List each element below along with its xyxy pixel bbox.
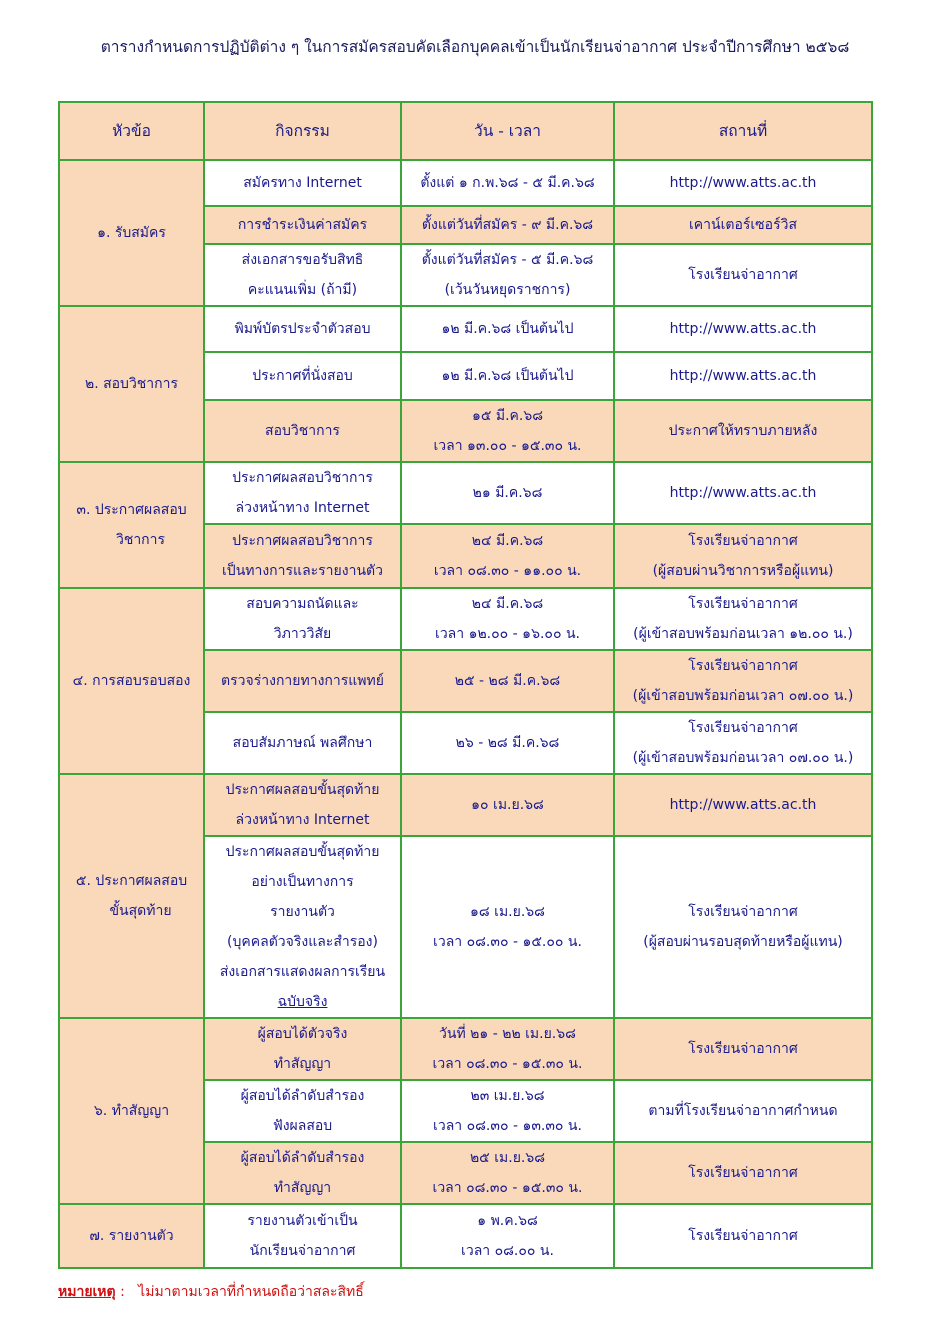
topic-cell [59,160,204,306]
datetime-line: เวลา ๐๘.๐๐ น. [461,1243,554,1259]
place-cell [614,1204,872,1268]
activity-cell [204,352,401,400]
datetime-cell [401,524,614,588]
datetime-line: ๒๔ มี.ค.๖๘ [471,596,544,612]
topic-line: ๗. รายงานตัว [89,1228,174,1244]
activity-cell [204,524,401,588]
activity-line: ฟังผลสอบ [272,1118,333,1134]
place-line: โรงเรียนจ่าอากาศ [688,1041,798,1057]
place-line: (ผู้เข้าสอบพร้อมก่อนเวลา ๑๒.๐๐ น.) [633,626,853,642]
datetime-line: เวลา ๐๘.๓๐ - ๑๕.๐๐ น. [433,934,582,950]
topic-line: วิชาการ [115,532,166,548]
header-place: สถานที่ [614,102,872,160]
topic-line: ๑. รับสมัคร [97,225,166,241]
topic-line: ขั้นสุดท้าย [109,903,172,919]
activity-line: ประกาศผลสอบวิชาการ [232,533,373,549]
datetime-cell [401,306,614,352]
topic-line: ๔. การสอบรอบสอง [72,673,191,689]
datetime-cell [401,836,614,1018]
datetime-line: ตั้งแต่ ๑ ก.พ.๖๘ - ๕ มี.ค.๖๘ [420,175,595,191]
activity-line: (บุคคลตัวจริงและสำรอง) [227,934,378,950]
place-line: โรงเรียนจ่าอากาศ [688,1228,798,1244]
table-row [59,462,872,524]
activity-line: พิมพ์บัตรประจำตัวสอบ [234,321,371,337]
place-cell [614,306,872,352]
topic-cell [59,1018,204,1204]
place-cell [614,1080,872,1142]
place-cell [614,1018,872,1080]
place-line: โรงเรียนจ่าอากาศ [688,533,798,549]
topic-cell [59,1204,204,1268]
datetime-line: ๒๓ เม.ย.๖๘ [470,1088,545,1104]
activity-cell [204,650,401,712]
place-line: โรงเรียนจ่าอากาศ [688,904,798,920]
datetime-line: ๒๕ เม.ย.๖๘ [469,1150,546,1166]
activity-line: ผู้สอบได้ลำดับสำรอง [240,1088,365,1104]
activity-cell [204,400,401,462]
datetime-line: ๒๖ - ๒๘ มี.ค.๖๘ [455,735,560,751]
activity-cell [204,1080,401,1142]
table-row [59,1018,872,1080]
activity-line: ทำสัญญา [273,1180,332,1196]
place-cell [614,650,872,712]
footnote-text: ไม่มาตามเวลาที่กำหนดถือว่าสละสิทธิ์ [138,1284,364,1300]
datetime-line: เวลา ๑๓.๐๐ - ๑๕.๓๐ น. [433,438,582,454]
activity-cell [204,1018,401,1080]
activity-cell [204,836,401,1018]
place-line: (ผู้เข้าสอบพร้อมก่อนเวลา ๐๗.๐๐ น.) [632,750,854,766]
activity-cell [204,588,401,650]
datetime-line: เวลา ๐๘.๓๐ - ๑๓.๓๐ น. [433,1118,582,1134]
place-line: โรงเรียนจ่าอากาศ [688,267,798,283]
activity-line: รายงานตัว [270,904,335,920]
activity-cell [204,160,401,206]
place-cell [614,524,872,588]
datetime-cell [401,1204,614,1268]
activity-line: คะแนนเพิ่ม (ถ้ามี) [247,282,358,298]
activity-line: ฉบับจริง [277,994,328,1010]
activity-line: การชำระเงินค่าสมัคร [237,217,368,233]
activity-line: รายงานตัวเข้าเป็น [247,1213,358,1229]
topic-line: ๕. ประกาศผลสอบ [75,873,188,889]
datetime-line: ๑๒ มี.ค.๖๘ เป็นต้นไป [441,321,574,337]
datetime-cell [401,712,614,774]
footnote-label: หมายเหตุ [58,1284,116,1300]
datetime-line: ตั้งแต่วันที่สมัคร - ๙ มี.ค.๖๘ [421,217,594,233]
table-row [59,588,872,650]
table-row [59,160,872,206]
datetime-line: เวลา ๐๘.๓๐ - ๑๕.๓๐ น. [432,1180,583,1196]
activity-cell [204,774,401,836]
place-line: (ผู้สอบผ่านรอบสุดท้ายหรือผู้แทน) [643,934,843,950]
footnote: หมายเหตุ : ไม่มาตามเวลาที่กำหนดถือว่าสละสิทธิ์ [58,1284,364,1300]
activity-cell [204,1142,401,1204]
table-row [59,306,872,352]
datetime-line: (เว้นวันหยุดราชการ) [444,282,571,298]
datetime-line: เวลา ๐๘.๓๐ - ๑๕.๓๐ น. [432,1056,583,1072]
place-line: http://www.atts.ac.th [669,797,817,813]
place-line: ประกาศให้ทราบภายหลัง [668,423,818,439]
place-cell [614,352,872,400]
activity-line: ประกาศผลสอบวิชาการ [232,470,373,486]
datetime-cell [401,1142,614,1204]
place-cell [614,774,872,836]
place-cell [614,712,872,774]
table-row [59,774,872,836]
place-line: เคาน์เตอร์เซอร์วิส [688,217,797,233]
activity-line: วิภาววิสัย [273,626,332,642]
activity-line: สอบวิชาการ [265,423,340,439]
datetime-line: วันที่ ๒๑ - ๒๒ เม.ย.๖๘ [439,1026,576,1042]
table-row [59,1204,872,1268]
activity-line: สอบสัมภาษณ์ พลศึกษา [232,735,373,751]
place-line: โรงเรียนจ่าอากาศ [688,1165,798,1181]
activity-cell [204,206,401,244]
place-line: http://www.atts.ac.th [669,485,817,501]
datetime-cell [401,1018,614,1080]
datetime-cell [401,206,614,244]
topic-cell [59,774,204,1018]
activity-cell [204,306,401,352]
place-line: (ผู้สอบผ่านวิชาการหรือผู้แทน) [652,563,834,579]
datetime-line: ๑๐ เม.ย.๖๘ [471,797,544,813]
place-line: (ผู้เข้าสอบพร้อมก่อนเวลา ๐๗.๐๐ น.) [632,688,854,704]
schedule-table [58,101,873,1269]
datetime-cell [401,1080,614,1142]
datetime-cell [401,160,614,206]
activity-line: ประกาศผลสอบขั้นสุดท้าย [225,844,380,860]
place-line: โรงเรียนจ่าอากาศ [688,720,798,736]
place-cell [614,588,872,650]
topic-cell [59,306,204,462]
activity-line: ประกาศผลสอบขั้นสุดท้าย [225,782,380,798]
place-line: ตามที่โรงเรียนจ่าอากาศกำหนด [648,1103,838,1119]
datetime-line: ๒๑ มี.ค.๖๘ [472,485,543,501]
place-line: โรงเรียนจ่าอากาศ [688,658,798,674]
activity-line: อย่างเป็นทางการ [251,874,354,890]
header-datetime: วัน - เวลา [401,102,614,160]
place-cell [614,244,872,306]
place-cell [614,206,872,244]
activity-line: ล่วงหน้าทาง Internet [235,812,370,828]
place-cell [614,836,872,1018]
activity-line: ผู้สอบได้ตัวจริง [257,1026,348,1042]
activity-line: เป็นทางการและรายงานตัว [222,563,383,579]
activity-line: ประกาศที่นั่งสอบ [252,368,353,384]
datetime-line: ตั้งแต่วันที่สมัคร - ๕ มี.ค.๖๘ [421,252,594,268]
datetime-cell [401,244,614,306]
activity-cell [204,1204,401,1268]
activity-cell [204,712,401,774]
activity-cell [204,462,401,524]
datetime-line: ๒๕ - ๒๘ มี.ค.๖๘ [454,673,561,689]
datetime-line: ๑๒ มี.ค.๖๘ เป็นต้นไป [441,368,574,384]
place-line: โรงเรียนจ่าอากาศ [688,596,798,612]
topic-cell [59,588,204,774]
activity-line: ทำสัญญา [273,1056,332,1072]
place-line: http://www.atts.ac.th [669,321,817,337]
activity-line: สอบความถนัดและ [246,596,359,612]
table-header-row [59,102,872,160]
header-topic: หัวข้อ [59,102,204,160]
place-cell [614,1142,872,1204]
activity-line: ผู้สอบได้ลำดับสำรอง [240,1150,365,1166]
activity-line: ตรวจร่างกายทางการแพทย์ [221,673,384,689]
datetime-line: ๒๔ มี.ค.๖๘ [471,533,544,549]
place-line: http://www.atts.ac.th [669,368,817,384]
datetime-cell [401,588,614,650]
place-cell [614,400,872,462]
activity-line: สมัครทาง Internet [243,175,362,191]
place-cell [614,160,872,206]
datetime-cell [401,774,614,836]
place-cell [614,462,872,524]
datetime-cell [401,462,614,524]
place-line: http://www.atts.ac.th [669,175,817,191]
activity-cell [204,244,401,306]
topic-line: ๒. สอบวิชาการ [84,376,179,392]
datetime-line: ๑๕ มี.ค.๖๘ [471,408,544,424]
datetime-cell [401,352,614,400]
header-activity: กิจกรรม [204,102,401,160]
topic-line: ๓. ประกาศผลสอบ [76,502,187,518]
activity-line: นักเรียนจ่าอากาศ [249,1243,356,1259]
datetime-cell [401,650,614,712]
activity-line: ส่งเอกสารขอรับสิทธิ [241,252,364,268]
activity-line: ส่งเอกสารแสดงผลการเรียน [219,964,386,980]
topic-cell [59,462,204,588]
datetime-cell [401,400,614,462]
datetime-line: ๑๘ เม.ย.๖๘ [470,904,545,920]
activity-line: ล่วงหน้าทาง Internet [235,500,370,516]
page-title: ตารางกำหนดการปฏิบัติต่าง ๆ ในการสมัครสอบคัดเลือกบุคคลเข้าเป็นนักเรียนจ่าอากาศ ประจำปีการศึกษา ๒๕๖๘ [100,38,850,56]
datetime-line: เวลา ๑๒.๐๐ - ๑๖.๐๐ น. [435,626,580,642]
datetime-line: เวลา ๐๘.๓๐ - ๑๑.๐๐ น. [433,563,582,579]
datetime-line: ๑ พ.ค.๖๘ [477,1213,538,1229]
topic-line: ๖. ทำสัญญา [93,1103,170,1119]
